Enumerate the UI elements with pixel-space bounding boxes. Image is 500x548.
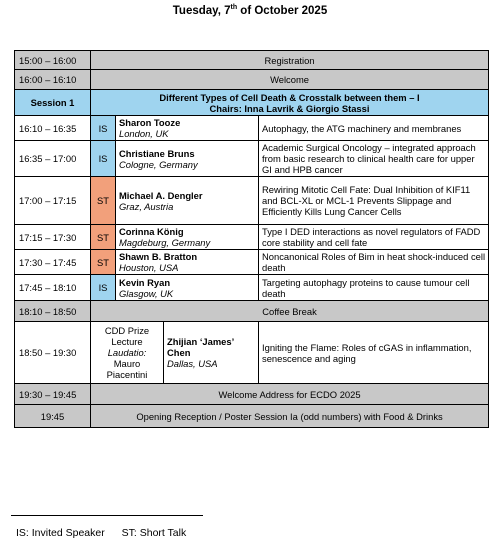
speaker-name: Shawn B. Bratton	[119, 251, 198, 262]
talk-type-badge: ST	[91, 177, 116, 225]
lecture-row	[15, 322, 489, 384]
speaker-name: Michael A. Dengler	[119, 189, 203, 201]
title-date: Tuesday, 7	[172, 5, 231, 17]
talk-type-badge: ST	[91, 250, 116, 275]
talk-title: Noncanonical Roles of Bim in heat shock-induced cell death	[259, 250, 489, 275]
talk-row	[15, 225, 489, 250]
speaker-cell	[116, 275, 259, 301]
speaker-location: Cologne, Germany	[119, 158, 198, 170]
speaker-location: Magdeburg, Germany	[119, 237, 211, 248]
talk-row	[15, 116, 489, 141]
talk-row	[15, 141, 489, 177]
speaker-name: Kevin Ryan	[119, 276, 171, 288]
time-cell: 16:35 – 17:00	[15, 141, 91, 177]
time-cell: 18:50 – 19:30	[15, 322, 91, 384]
time-cell: 16:10 – 16:35	[15, 116, 91, 141]
footer-divider	[11, 515, 203, 516]
session-row	[15, 90, 489, 116]
speaker-name: Corinna König	[119, 226, 184, 237]
time-cell: 17:15 – 17:30	[15, 225, 91, 250]
laudator-first-name: Mauro	[113, 358, 141, 369]
table-row	[15, 70, 489, 90]
speaker-location: Graz, Austria	[119, 200, 174, 212]
speaker-location: Dallas, USA	[167, 358, 218, 369]
talk-title: Type I DED interactions as novel regulators of FADD core stability and cell fate	[259, 225, 489, 250]
talk-row	[15, 275, 489, 301]
speaker-cell	[116, 141, 259, 177]
time-cell: 17:45 – 18:10	[15, 275, 91, 301]
time-cell: 15:00 – 16:00	[15, 51, 91, 70]
speaker-location: Houston, USA	[119, 262, 179, 273]
speaker-cell	[164, 322, 259, 384]
session-chairs: Chairs: Inna Lavrik & Giorgio Stassi	[209, 102, 370, 114]
page-title	[0, 5, 500, 17]
session-label: Session 1	[15, 90, 91, 116]
talk-type-badge: IS	[91, 275, 116, 301]
speaker-name: Christiane Bruns	[119, 147, 195, 159]
title-ordinal: th	[230, 4, 238, 12]
talk-title: Igniting the Flame: Roles of cGAS in inflammation, senescence and aging	[259, 322, 489, 384]
speaker-name: Zhijian ‘James’ Chen	[167, 336, 234, 358]
registration-cell: Registration	[91, 51, 489, 70]
reception-cell: Opening Reception / Poster Session Ia (odd numbers) with Food & Drinks	[91, 405, 489, 428]
talk-row	[15, 177, 489, 225]
talk-type-badge: ST	[91, 225, 116, 250]
talk-type-badge: IS	[91, 116, 116, 141]
coffee-break-cell: Coffee Break	[91, 301, 489, 322]
session-title: Different Types of Cell Death & Crosstalk between them – I	[159, 91, 420, 103]
table-row	[15, 301, 489, 322]
talk-title: Targeting autophagy proteins to cause tumour cell death	[259, 275, 489, 301]
welcome-address-cell: Welcome Address for ECDO 2025	[91, 384, 489, 405]
table-row	[15, 384, 489, 405]
talk-type-badge: IS	[91, 141, 116, 177]
talk-row	[15, 250, 489, 275]
talk-title: Autophagy, the ATG machinery and membranes	[259, 116, 489, 141]
speaker-cell	[116, 250, 259, 275]
time-cell: 18:10 – 18:50	[15, 301, 91, 322]
title-month-year: of October 2025	[237, 5, 328, 17]
speaker-location: Glasgow, UK	[119, 287, 174, 299]
award-line2: Lecture	[111, 336, 143, 347]
table-row	[15, 405, 489, 428]
speaker-location: London, UK	[119, 128, 169, 139]
welcome-cell: Welcome	[91, 70, 489, 90]
time-cell: 19:45	[15, 405, 91, 428]
talk-title: Rewiring Mitotic Cell Fate: Dual Inhibition of KIF11 and BCL-XL or MCL-1 Prevents Slippage and Efficiently Kills Lung Cancer Cells	[259, 177, 489, 225]
legend-short-talk: ST: Short Talk	[121, 527, 187, 539]
award-line1: CDD Prize	[104, 325, 150, 336]
session-title-cell	[91, 90, 489, 116]
laudatio-label: Laudatio:	[107, 347, 147, 358]
laudator-last-name: Piacentini	[106, 369, 148, 380]
speaker-cell	[116, 177, 259, 225]
time-cell: 16:00 – 16:10	[15, 70, 91, 90]
legend-invited-speaker: IS: Invited Speaker	[16, 527, 105, 539]
speaker-cell	[116, 116, 259, 141]
table-row	[15, 51, 489, 70]
schedule-table	[14, 50, 489, 428]
time-cell: 19:30 – 19:45	[15, 384, 91, 405]
speaker-cell	[116, 225, 259, 250]
legend	[16, 527, 200, 539]
prize-lecture-cell	[91, 322, 164, 384]
time-cell: 17:30 – 17:45	[15, 250, 91, 275]
time-cell: 17:00 – 17:15	[15, 177, 91, 225]
speaker-name: Sharon Tooze	[119, 117, 181, 128]
talk-title: Academic Surgical Oncology – integrated approach from basic research to clinical health care for upper GI and HPB cancer	[259, 141, 489, 177]
